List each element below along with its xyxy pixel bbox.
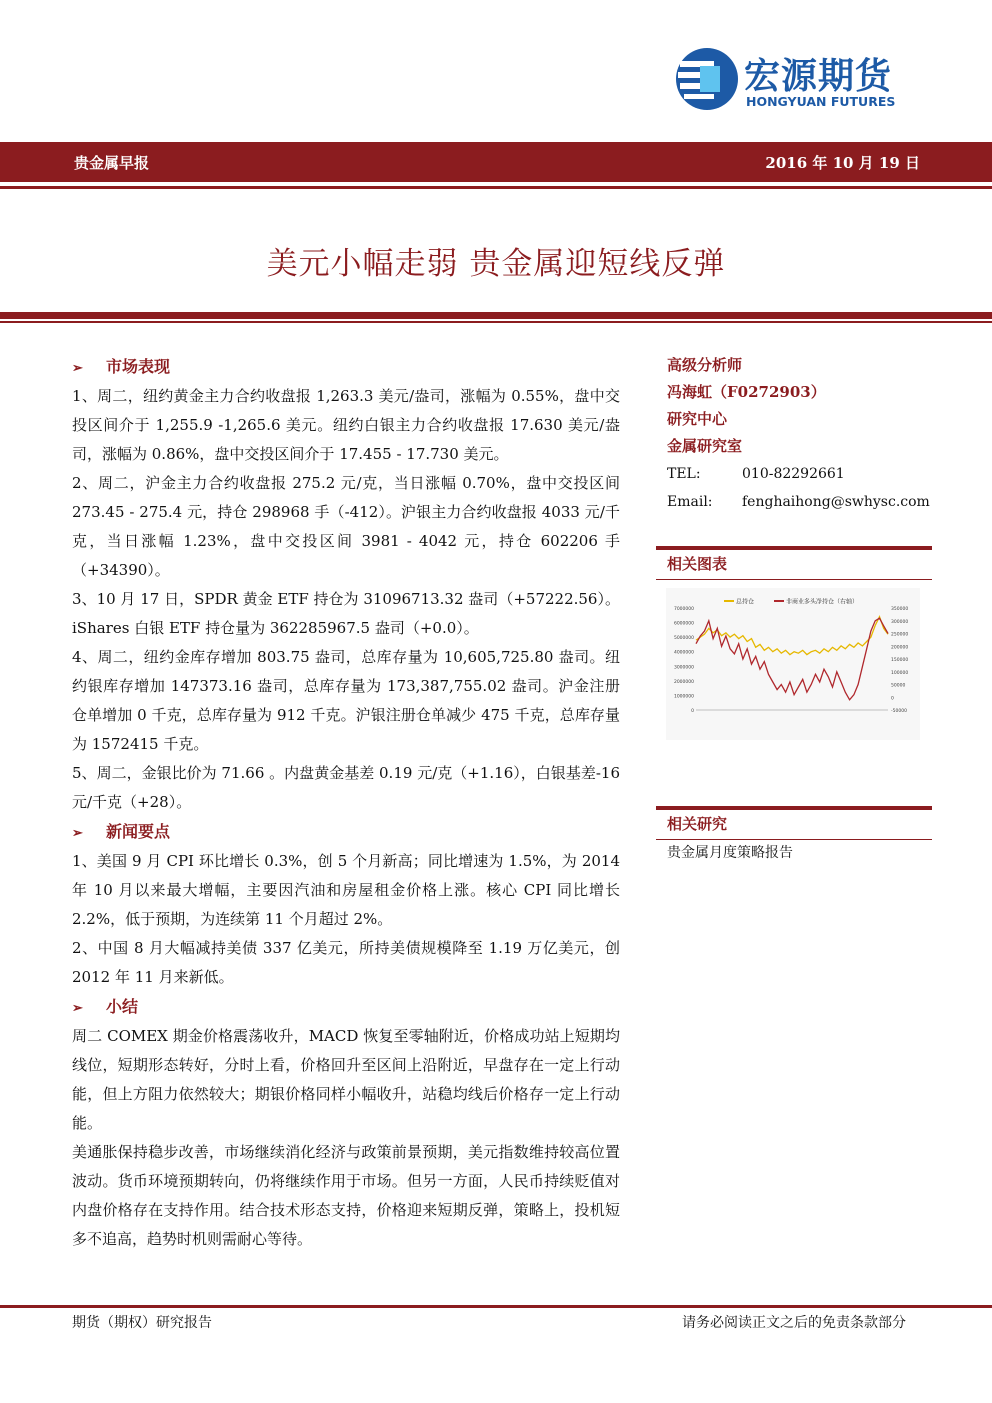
y-tick-label-right: 250000 <box>891 632 909 638</box>
tel-row <box>667 460 932 488</box>
email-label: Email: <box>667 494 713 510</box>
section-summary <box>72 992 620 1254</box>
research-section-header <box>656 806 932 840</box>
office: 金属研究室 <box>667 437 743 455</box>
analyst-title: 高级分析师 <box>667 356 743 374</box>
report-date: 2016 年 10 月 19 日 <box>765 154 920 172</box>
y-tick-label-right: 350000 <box>891 607 909 612</box>
chart-section-title: 相关图表 <box>667 555 728 573</box>
report-title: 美元小幅走弱 贵金属迎短线反弹 <box>266 246 726 282</box>
main-content <box>72 352 620 1254</box>
y-tick-label-left: 4000000 <box>673 650 694 656</box>
footer-disclaimer: 请务必阅读正文之后的免责条款部分 <box>682 1315 906 1331</box>
paragraph: 3、10 月 17 日，SPDR 黄金 ETF 持仓为 31096713.32 盎司（+57222.56）。iShares 白银 ETF 持仓量为 362285967.5 盎司（+0.0）。 <box>72 590 620 637</box>
paragraph: 4、周二，纽约金库存增加 803.75 盎司，总库存量为 10,605,725.80 盎司。纽约银库存增加 147373.16 盎司，总库存量为 173,387,755.02 盎司。沪金注册仓单增加 0 千克，总库存量为 912 千克。沪银注册仓单减少 475 千克，总库存量为 1572415 千克。 <box>72 648 620 753</box>
analyst-info <box>667 352 932 516</box>
chevron-right-icon: ➢ <box>72 826 83 841</box>
y-tick-label-left: 3000000 <box>673 665 694 671</box>
chevron-right-icon: ➢ <box>72 1001 83 1016</box>
paragraph: 5、周二，金银比价为 71.66 。内盘黄金基差 0.19 元/克（+1.16），白银基差-16 元/千克（+28）。 <box>72 764 620 811</box>
department: 研究中心 <box>667 410 728 428</box>
section-news <box>72 817 620 992</box>
tel-value: 010-82292661 <box>742 466 845 482</box>
y-tick-label-right: 300000 <box>891 619 909 625</box>
y-tick-label-right: 100000 <box>891 670 909 676</box>
email-link[interactable]: fenghaihong@swhysc.com <box>742 494 930 510</box>
paragraph: 周二 COMEX 期金价格震荡收升，MACD 恢复至零轴附近，价格成功站上短期均线位，短期形态转好，分时上看，价格回升至区间上沿附近，早盘存在一定上行动能，但上方阻力依然较大；期银价格同样小幅收升，站稳均线后价格存一定上行动能。 <box>72 1027 620 1132</box>
paragraph: 2、中国 8 月大幅减持美债 337 亿美元，所持美债规模降至 1.19 万亿美元，创 2012 年 11 月来新低。 <box>72 939 620 986</box>
y-tick-label-right: 0 <box>891 696 894 702</box>
section-heading: ➢ 新闻要点 <box>72 817 620 847</box>
title-rule-thick <box>0 312 992 319</box>
research-section-title: 相关研究 <box>667 815 728 833</box>
related-report-link[interactable]: 贵金属月度策略报告 <box>667 845 793 861</box>
y-tick-label-right: 150000 <box>891 658 909 663</box>
y-tick-label-right: -50000 <box>891 709 907 714</box>
chevron-right-icon: ➢ <box>72 361 83 376</box>
title-rule-thin <box>0 321 992 323</box>
paragraph: 美通胀保持稳步改善，市场继续消化经济与政策前景预期，美元指数维持较高位置波动。货币环境预期转向，仍将继续作用于市场。但另一方面，人民币持续贬值对内盘价格存在支持作用。结合技术形态支持，价格迎来短期反弹，策略上，投机短多不追高，趋势时机则需耐心等待。 <box>72 1143 620 1248</box>
y-tick-label-left: 7000000 <box>673 607 694 612</box>
section-heading: ➢ 市场表现 <box>72 352 620 382</box>
y-tick-label-right: 200000 <box>891 645 909 651</box>
footer-rule <box>0 1305 992 1308</box>
section-heading: ➢ 小结 <box>72 992 620 1022</box>
y-tick-label-left: 1000000 <box>673 694 694 700</box>
y-tick-label-right: 50000 <box>891 683 906 689</box>
chart-section-header <box>656 546 932 580</box>
legend-label: 非商业多头净持仓（右轴） <box>786 598 859 606</box>
footer-report-type: 期货（期权）研究报告 <box>72 1315 212 1331</box>
company-logo <box>674 46 924 118</box>
paragraph: 1、美国 9 月 CPI 环比增长 0.3%，创 5 个月新高；同比增速为 1.5%，为 2014 年 10 月以来最大增幅，主要因汽油和房屋租金价格上涨。核心 CPI 同比增长 2.2%，低于预期，为连续第 11 个月超过 2%。 <box>72 852 620 928</box>
analyst-name: 冯海虹（F0272903） <box>667 383 826 401</box>
logo-name-en: HONGYUAN FUTURES <box>746 94 896 109</box>
logo-name-cn: 宏源期货 <box>744 56 893 97</box>
header-rule <box>0 186 992 189</box>
paragraph: 1、周二，纽约黄金主力合约收盘报 1,263.3 美元/盎司，涨幅为 0.55%，盘中交投区间介于 1,255.9 -1,265.6 美元。纽约白银主力合约收盘报 17.630 美元/盎司，涨幅为 0.86%，盘中交投区间介于 17.455 - 17.730 美元。 <box>72 387 620 463</box>
report-type: 贵金属早报 <box>74 154 150 172</box>
logo-mark-icon <box>674 46 740 112</box>
series-line <box>696 618 888 700</box>
email-row <box>667 488 932 516</box>
legend-label: 总持仓 <box>736 598 755 606</box>
y-tick-label-left: 5000000 <box>673 636 694 642</box>
series-line <box>696 617 888 655</box>
chart-legend <box>724 598 858 606</box>
y-tick-label-left: 6000000 <box>673 621 694 627</box>
chart-panel <box>666 588 920 740</box>
position-chart <box>666 588 920 740</box>
y-tick-label-left: 2000000 <box>673 679 694 685</box>
section-market <box>72 352 620 817</box>
tel-label: TEL: <box>667 466 701 482</box>
y-tick-label-left: 0 <box>691 709 694 714</box>
paragraph: 2、周二，沪金主力合约收盘报 275.2 元/克，当日涨幅 0.70%，盘中交投区间 273.45 - 275.4 元，持仓 298968 手（-412）。沪银主力合约收盘报 4033 元/千克，当日涨幅 1.23%，盘中交投区间 3981 - 4042 元，持仓 602206 手（+34390）。 <box>72 474 620 579</box>
